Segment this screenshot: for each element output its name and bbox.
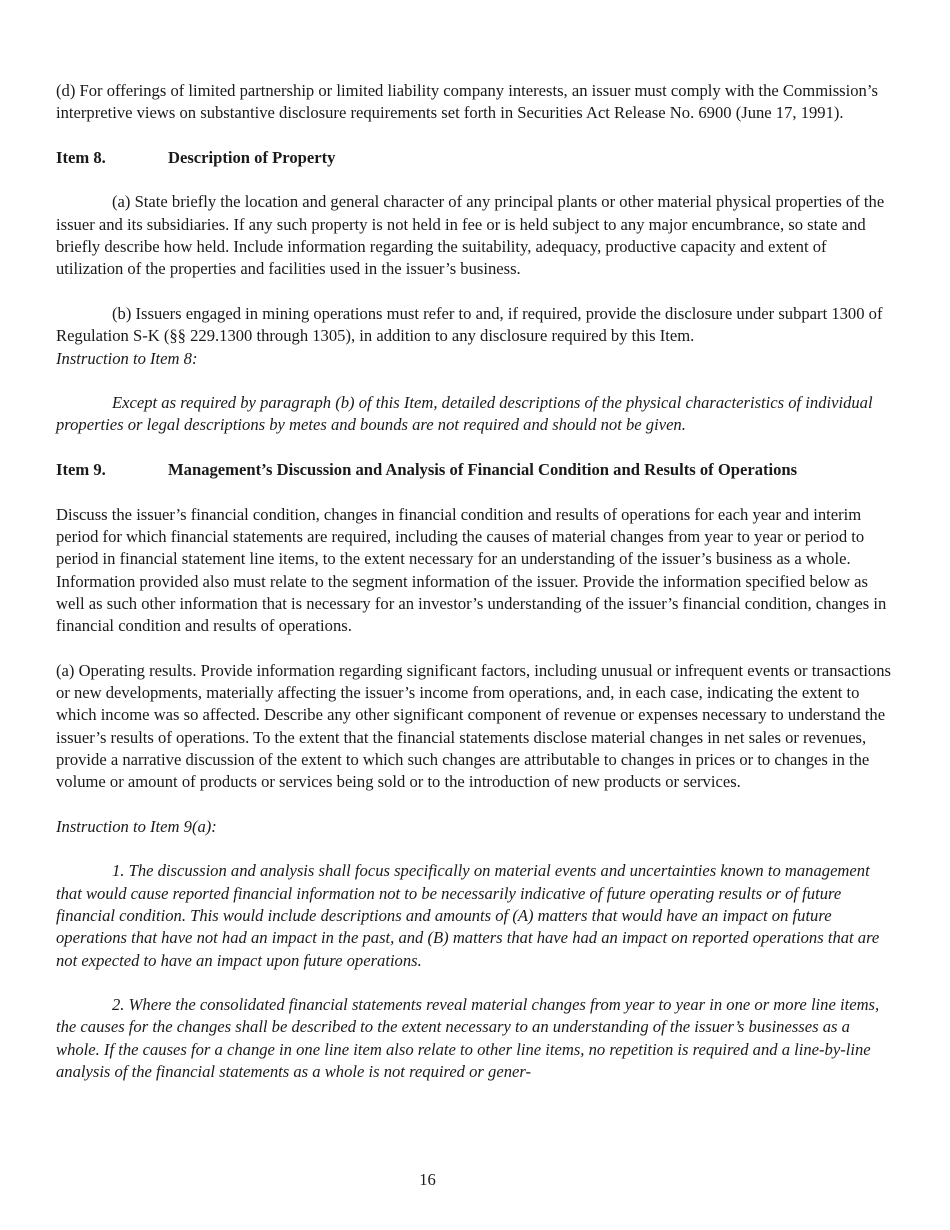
heading-item8-number: Item 8. <box>56 147 106 167</box>
instruction-item8-label: Instruction to Item 8: <box>56 348 198 368</box>
paragraph-item7-d: (d) For offerings of limited partnership or limited liability company interests, an issuer must comply with the Commission’s interpretive views on substantive disclosure requirements set forth in Securities Act Release No. 6900 (June 17, 1991). <box>56 81 878 123</box>
paragraph-item9-a: (a) Operating results. Provide information regarding significant factors, including unusual or infrequent events or transactions or new developments, materially affecting the issuer’s income from operations, and, in each case, indicating the extent to which income was so affected. Describe any other significant component of revenue or expenses necessary to understand the issuer’s results of operations. To the extent that the financial statements disclose material changes in net sales or revenues, provide a narrative discussion of the extent to which such changes are attributable to changes in prices or to changes in the volume or amount of products or services being sold or to the introduction of new products or services. <box>56 660 891 792</box>
paragraph-item8-b: (b) Issuers engaged in mining operations must refer to and, if required, provide the disclosure under subpart 1300 of Regulation S-K (§§ 229.1300 through 1305), in addition to any disclosure required by this Item. <box>56 303 883 346</box>
heading-item8-title: Description of Property <box>168 147 336 167</box>
heading-item9-number: Item 9. <box>56 460 106 480</box>
paragraph-item8-a: (a) State briefly the location and general character of any principal plants or other material physical properties of the issuer and its subsidiaries. If any such property is not held in fee or is held subject to any major encumbrance, so state and briefly describe how held. Include information regarding the suitability, adequacy, productive capacity and extent of utilization of the properties and facilities used in the issuer’s business. <box>56 192 885 279</box>
instruction-item9a-1: 1. The discussion and analysis shall focus specifically on material events and uncertainties known to management that would cause reported financial information not to be necessarily indicative of future operating results or of future financial condition. This would include descriptions and amounts of (A) matters that would have an impact on future operations that have not had an impact in the past, and (B) matters that have had an impact on reported operations that are not expected to have an impact upon future operations. <box>56 861 880 970</box>
page-number: 16 <box>419 1170 436 1189</box>
heading-item9-title: Management’s Discussion and Analysis of Financial Condition and Results of Operations <box>168 460 798 480</box>
document-page <box>56 80 896 1083</box>
heading-item8 <box>56 147 896 169</box>
paragraph-item9-intro: Discuss the issuer’s financial condition, changes in financial condition and results of operations for each year and interim period for which financial statements are required, including the causes of material changes from year to year or period to period in financial statement line items, to the extent necessary for an understanding of the issuer’s business as a whole. Information provided also must relate to the segment information of the issuer. Provide the information specified below as well as such other information that is necessary for an investor’s understanding of the issuer’s financial condition, changes in financial condition and results of operations. <box>56 504 887 636</box>
instruction-item9a-label: Instruction to Item 9(a): <box>56 816 217 836</box>
instruction-item8-text: Except as required by paragraph (b) of this Item, detailed descriptions of the physical characteristics of individual properties or legal descriptions by metes and bounds are not required and should not be given. <box>56 393 873 435</box>
heading-item9 <box>56 459 896 481</box>
instruction-item9a-2: 2. Where the consolidated financial statements reveal material changes from year to year in one or more line items, the causes for the changes shall be described to the extent necessary to an understanding of the issuer’s businesses as a whole. If the causes for a change in one line item also relate to other line items, no repetition is required and a line-by-line analysis of the financial statements as a whole is not required or gener- <box>56 995 880 1082</box>
